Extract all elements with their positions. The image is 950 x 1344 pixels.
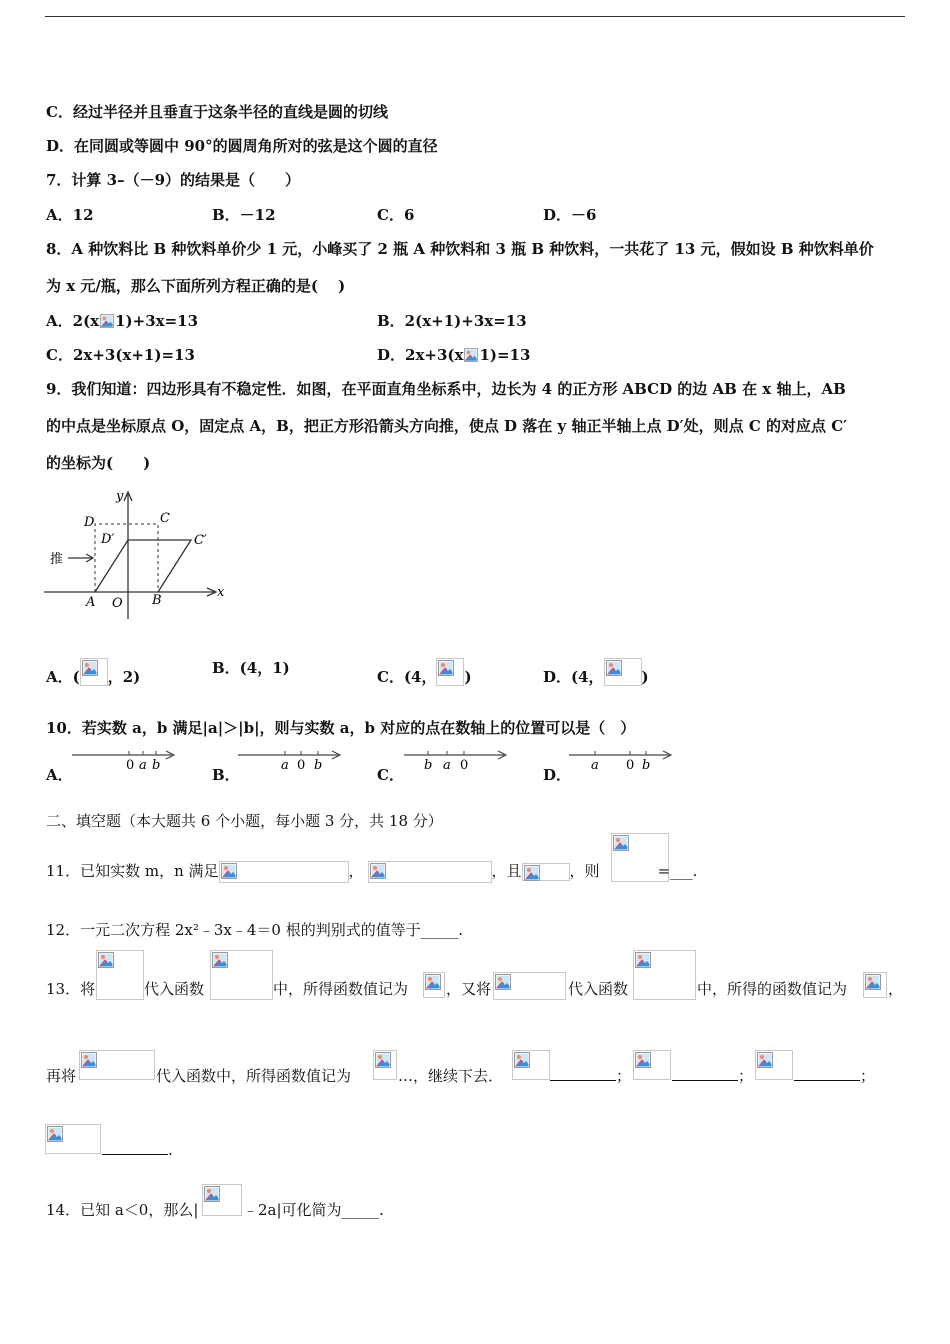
image-placeholder	[512, 1050, 550, 1080]
image-placeholder-icon	[865, 974, 881, 990]
label-d: D	[84, 515, 95, 530]
q13-text-c: 中，所得函数值记为	[273, 980, 409, 998]
tick-label: a	[281, 758, 289, 771]
q13-answer-4: .	[102, 1140, 173, 1160]
q8-stem-line2: 为 x 元/瓶，那么下面所列方程正确的是( )	[46, 277, 346, 295]
q10-number-line-b	[238, 745, 348, 771]
q8-option-d: D．2x+3(x 1)=13	[377, 346, 531, 364]
q10-number-line-c	[404, 745, 514, 771]
header-rule	[45, 16, 905, 17]
image-placeholder	[604, 658, 642, 686]
q10-option-b-letter: B．	[212, 766, 240, 784]
image-placeholder-icon	[425, 974, 441, 990]
q13-text-a: 13．将	[46, 980, 96, 998]
q10-option-a-letter: A．	[46, 766, 73, 784]
q10-option-d-letter: D．	[543, 766, 572, 784]
q7-option-c: C．6	[377, 206, 415, 224]
q9-stem-line2: 的中点是坐标原点 O，固定点 A，B，把正方形沿箭头方向推，使点 D 落在 y 轴正半轴上点 D′处，则点 C 的对应点 C′	[46, 417, 848, 435]
label-b: B	[152, 593, 162, 608]
image-placeholder-icon	[82, 660, 98, 676]
push-label: 推	[50, 552, 64, 567]
image-placeholder	[436, 658, 464, 686]
image-placeholder	[80, 658, 108, 686]
image-placeholder	[79, 1050, 155, 1080]
image-placeholder	[202, 1184, 242, 1216]
q12-line: 12．一元二次方程 2x²﹣3x﹣4＝0 根的判别式的值等于_____.	[46, 921, 463, 939]
image-placeholder-icon	[212, 952, 228, 968]
q14-text-pre: 14．已知 a＜0，那么|	[46, 1201, 199, 1219]
image-placeholder	[522, 863, 570, 881]
image-placeholder	[210, 950, 273, 1000]
image-placeholder	[633, 950, 696, 1000]
q6-option-d: D．在同圆或等圆中 90°的圆周角所对的弦是这个圆的直径	[46, 137, 438, 155]
q6-option-c: C．经过半径并且垂直于这条半径的直线是圆的切线	[46, 103, 388, 121]
image-placeholder-icon	[495, 974, 511, 990]
tick-label: b	[314, 758, 323, 771]
label-d-prime: D′	[101, 532, 115, 547]
q10-number-line-d	[569, 745, 679, 771]
q7-option-b: B．－12	[212, 206, 276, 224]
q13-text-d: ，又将	[446, 980, 492, 998]
image-placeholder-icon	[438, 660, 454, 676]
q8-stem-line1: 8．A 种饮料比 B 种饮料单价少 1 元，小峰买了 2 瓶 A 种饮料和 3 瓶 B 种饮料，一共花了 13 元，假如设 B 种饮料单价	[46, 240, 874, 258]
q13-answer-2: ；	[672, 1066, 753, 1086]
q9-option-b: B．(4，1)	[212, 659, 290, 677]
image-placeholder	[373, 1050, 397, 1080]
image-placeholder-icon	[635, 952, 651, 968]
tick-label: 0	[297, 758, 306, 771]
q13-text-i: 代入函数中，所得函数值记为	[156, 1067, 352, 1085]
q8-option-b: B．2(x+1)+3x=13	[377, 312, 527, 330]
image-placeholder	[219, 861, 349, 883]
image-placeholder-icon	[514, 1052, 530, 1068]
label-o: O	[112, 596, 123, 611]
image-placeholder-icon	[81, 1052, 97, 1068]
image-placeholder-icon	[99, 314, 115, 328]
q8-option-c: C．2x+3(x+1)=13	[46, 346, 195, 364]
tick-label: b	[424, 758, 433, 771]
image-placeholder	[45, 1124, 101, 1154]
tick-label: 0	[626, 758, 635, 771]
q8-option-a: A．2(x 1)+3x=13	[46, 312, 199, 330]
image-placeholder-icon	[375, 1052, 391, 1068]
tick-label: b	[642, 758, 651, 771]
q7-option-a: A．12	[46, 206, 94, 224]
label-a: A	[86, 595, 96, 610]
image-placeholder-icon	[613, 835, 629, 851]
image-placeholder	[493, 972, 566, 1000]
tick-label: 0	[460, 758, 469, 771]
image-placeholder-icon	[221, 863, 237, 879]
q13-text-e: 代入函数	[568, 980, 629, 998]
q13-answer-3: ；	[794, 1066, 875, 1086]
image-placeholder-icon	[98, 952, 114, 968]
image-placeholder	[755, 1050, 793, 1080]
image-placeholder-icon	[524, 865, 540, 881]
q13-answer-1: ；	[550, 1066, 631, 1086]
image-placeholder-icon	[463, 348, 479, 362]
q7-option-d: D．－6	[543, 206, 597, 224]
tick-label: a	[443, 758, 451, 771]
image-placeholder	[423, 972, 445, 998]
q13-text-h: 再将	[46, 1067, 77, 1085]
image-placeholder	[96, 950, 144, 1000]
image-placeholder-icon	[635, 1052, 651, 1068]
q9-option-c: C．(4， )	[377, 658, 472, 687]
q13-text-f: 中，所得的函数值记为	[697, 980, 848, 998]
image-placeholder-icon	[47, 1126, 63, 1142]
tick-label: 0	[126, 758, 135, 771]
image-placeholder-icon	[204, 1186, 220, 1202]
q9-stem-line3: 的坐标为( )	[46, 454, 151, 472]
image-placeholder-icon	[757, 1052, 773, 1068]
section-title: 二、填空题（本大题共 6 个小题，每小题 3 分，共 18 分）	[46, 812, 443, 830]
q9-stem-line1: 9．我们知道：四边形具有不稳定性．如图，在平面直角坐标系中，边长为 4 的正方形 ABCD 的边 AB 在 x 轴上，AB	[46, 380, 846, 398]
q10-number-line-a	[72, 745, 182, 771]
label-x: x	[217, 585, 225, 600]
label-c-prime: C′	[194, 533, 207, 548]
q13-text-b: 代入函数	[144, 980, 205, 998]
tick-label: a	[591, 758, 599, 771]
q13-text-g: ，	[888, 980, 904, 998]
image-placeholder-icon	[370, 863, 386, 879]
label-c: C	[160, 511, 170, 526]
q9-option-d: D．(4， )	[543, 658, 649, 687]
q11-line: 11．已知实数 m，n 满足 ， ，且 ，则 =___.	[46, 861, 697, 883]
q14-text-post: ﹣2a|可化简为_____.	[243, 1201, 384, 1219]
q7-stem: 7．计算 3–（－9）的结果是（ ）	[46, 171, 301, 189]
q10-stem: 10．若实数 a，b 满足|a|＞|b|，则与实数 a，b 对应的点在数轴上的位置可以是（ ）	[46, 719, 636, 737]
image-placeholder-icon	[606, 660, 622, 676]
q13-text-j: …，继续下去．	[398, 1067, 504, 1085]
label-y: y	[116, 489, 124, 504]
q9-figure	[44, 484, 229, 624]
image-placeholder	[633, 1050, 671, 1080]
image-placeholder	[863, 972, 887, 998]
q9-option-a: A．( ，2)	[46, 658, 140, 687]
q10-option-c-letter: C．	[377, 766, 404, 784]
image-placeholder	[368, 861, 492, 883]
tick-label: b	[152, 758, 161, 771]
tick-label: a	[139, 758, 147, 771]
